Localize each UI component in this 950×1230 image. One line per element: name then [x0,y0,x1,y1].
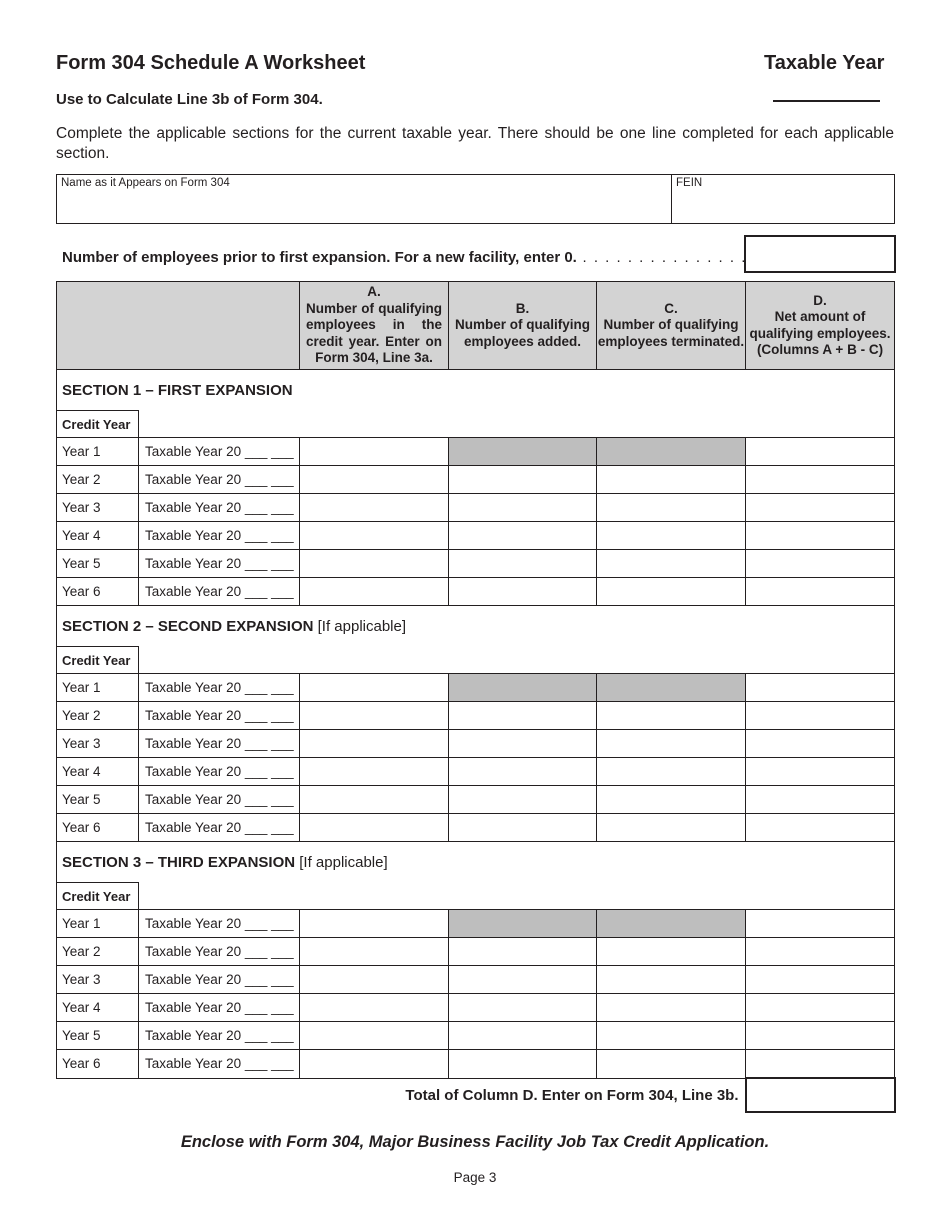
column-header-row [57,282,895,370]
table-row [57,994,895,1022]
column-d-input[interactable] [746,438,895,466]
section-title: SECTION 2 – SECOND EXPANSION [62,617,314,635]
taxable-year-label: Taxable Year [764,52,885,74]
column-a-input[interactable] [300,438,449,466]
column-c-input[interactable] [597,814,746,842]
year-label: Year 6 [57,578,139,606]
column-c-input[interactable] [597,550,746,578]
taxable-year-field[interactable]: Taxable Year 20 ___ ___ [139,966,300,994]
credit-year-row [57,883,895,910]
column-a-input[interactable] [300,1022,449,1050]
page-number: Page 3 [453,1170,497,1185]
section-3-title [57,842,895,883]
taxable-year-field[interactable]: Taxable Year 20 ___ ___ [139,522,300,550]
column-c-input [597,674,746,702]
form-subtitle: Use to Calculate Line 3b of Form 304. [56,91,323,108]
column-d-input[interactable] [746,466,895,494]
total-column-d-input[interactable] [746,1078,895,1112]
column-c-input[interactable] [597,994,746,1022]
year-label: Year 5 [57,1022,139,1050]
taxable-year-field[interactable]: Taxable Year 20 ___ ___ [139,702,300,730]
table-row [57,494,895,522]
column-description: Number of qualifying employees terminated. [597,317,745,349]
column-letter: C. [664,300,678,316]
column-d-input[interactable] [746,702,895,730]
column-d-input[interactable] [746,578,895,606]
column-c-input[interactable] [597,702,746,730]
fein-label: FEIN [676,177,703,189]
column-header-blank [57,282,300,370]
taxable-year-field[interactable]: Taxable Year 20 ___ ___ [139,910,300,938]
column-c-input [597,438,746,466]
taxable-year-field[interactable]: Taxable Year 20 ___ ___ [139,1022,300,1050]
column-letter: D. [813,292,827,308]
column-d-input[interactable] [746,1050,895,1079]
employees-prior-input[interactable] [744,235,896,273]
column-d-input[interactable] [746,494,895,522]
taxable-year-field[interactable]: Taxable Year 20 ___ ___ [139,466,300,494]
column-a-input[interactable] [300,730,449,758]
table-row [57,1050,895,1079]
year-label: Year 1 [57,674,139,702]
column-description: Net amount of qualifying employees. (Columns A + B - C) [749,309,891,357]
table-row [57,730,895,758]
column-d-input[interactable] [746,522,895,550]
name-label: Name as it Appears on Form 304 [61,177,230,189]
taxable-year-field[interactable] [773,84,880,102]
column-a-input[interactable] [300,578,449,606]
column-d-input[interactable] [746,910,895,938]
column-description: Number of qualifying employees in the credit year. Enter on Form 304, Line 3a. [306,300,442,366]
taxable-year-field[interactable]: Taxable Year 20 ___ ___ [139,438,300,466]
column-d-input[interactable] [746,994,895,1022]
column-d-input[interactable] [746,758,895,786]
column-b-input [449,674,597,702]
column-a-input[interactable] [300,994,449,1022]
table-row [57,702,895,730]
credit-year-label: Credit Year [57,411,139,438]
year-label: Year 6 [57,814,139,842]
column-b-input[interactable] [449,814,597,842]
column-c-input[interactable] [597,1050,746,1079]
table-row [57,938,895,966]
column-b-input[interactable] [449,994,597,1022]
column-b-input[interactable] [449,466,597,494]
column-b-input[interactable] [449,966,597,994]
column-b-input[interactable] [449,1050,597,1079]
column-c-input[interactable] [597,1022,746,1050]
column-b-input[interactable] [449,938,597,966]
column-c-input [597,910,746,938]
taxable-year-field[interactable]: Taxable Year 20 ___ ___ [139,494,300,522]
table-row [57,674,895,702]
credit-year-row [57,647,895,674]
section-2-title [57,606,895,647]
year-label: Year 2 [57,466,139,494]
worksheet-body [57,370,895,1079]
column-b-input [449,438,597,466]
year-label: Year 4 [57,522,139,550]
column-header-d [746,282,895,370]
year-label: Year 2 [57,702,139,730]
column-c-input[interactable] [597,578,746,606]
identity-box [56,174,895,224]
taxable-year-field[interactable]: Taxable Year 20 ___ ___ [139,674,300,702]
taxable-year-field[interactable]: Taxable Year 20 ___ ___ [139,730,300,758]
table-row [57,758,895,786]
column-header-a [300,282,449,370]
column-a-input[interactable] [300,814,449,842]
year-label: Year 4 [57,994,139,1022]
column-b-input[interactable] [449,786,597,814]
column-c-input[interactable] [597,730,746,758]
credit-year-label: Credit Year [57,883,139,910]
table-row [57,438,895,466]
column-d-input[interactable] [746,1022,895,1050]
column-d-input[interactable] [746,730,895,758]
column-a-input[interactable] [300,466,449,494]
column-b-input [449,910,597,938]
section-header-row [57,842,895,883]
column-d-input[interactable] [746,550,895,578]
credit-year-spacer [139,647,895,674]
taxable-year-field[interactable]: Taxable Year 20 ___ ___ [139,938,300,966]
column-letter: A. [367,284,381,300]
section-1-title [57,370,895,411]
year-label: Year 3 [57,494,139,522]
column-a-input[interactable] [300,702,449,730]
taxable-year-field[interactable]: Taxable Year 20 ___ ___ [139,814,300,842]
column-a-input[interactable] [300,938,449,966]
table-row [57,814,895,842]
taxable-year-field[interactable]: Taxable Year 20 ___ ___ [139,550,300,578]
column-a-input[interactable] [300,550,449,578]
employees-prior-line [62,249,747,266]
column-b-input[interactable] [449,730,597,758]
column-c-input[interactable] [597,938,746,966]
column-a-input[interactable] [300,494,449,522]
column-a-input[interactable] [300,786,449,814]
column-b-input[interactable] [449,578,597,606]
credit-year-label: Credit Year [57,647,139,674]
column-header-c [597,282,746,370]
column-b-input[interactable] [449,494,597,522]
taxable-year-field[interactable]: Taxable Year 20 ___ ___ [139,786,300,814]
year-label: Year 6 [57,1050,139,1079]
column-c-input[interactable] [597,522,746,550]
column-d-input[interactable] [746,786,895,814]
column-a-input[interactable] [300,910,449,938]
instructions-text: Complete the applicable sections for the current taxable year. There should be one line completed for each applicable section. [56,125,894,162]
column-c-input[interactable] [597,966,746,994]
section-note: [If applicable] [295,853,388,871]
taxable-year-field[interactable]: Taxable Year 20 ___ ___ [139,994,300,1022]
column-a-input[interactable] [300,758,449,786]
table-row [57,522,895,550]
year-label: Year 1 [57,438,139,466]
worksheet-table [56,281,896,1113]
column-b-input[interactable] [449,758,597,786]
section-title: SECTION 1 – FIRST EXPANSION [62,381,293,399]
column-d-input[interactable] [746,966,895,994]
column-c-input[interactable] [597,758,746,786]
column-c-input[interactable] [597,494,746,522]
column-b-input[interactable] [449,522,597,550]
section-header-row [57,606,895,647]
column-letter: B. [515,300,530,316]
section-note: [If applicable] [313,617,407,635]
column-b-input[interactable] [449,702,597,730]
year-label: Year 5 [57,786,139,814]
column-d-input[interactable] [746,938,895,966]
column-header-b [449,282,597,370]
leader-dots: . . . . . . . . . . . . . . . [576,249,747,266]
credit-year-spacer [139,883,895,910]
column-description: Number of qualifying employees added. [455,317,590,349]
column-d-input[interactable] [746,814,895,842]
table-row [57,550,895,578]
year-label: Year 4 [57,758,139,786]
enclose-note: Enclose with Form 304, Major Business Facility Job Tax Credit Application. [180,1133,770,1151]
column-a-input[interactable] [300,966,449,994]
year-label: Year 2 [57,938,139,966]
total-label: Total of Column D. Enter on Form 304, Line 3b. [405,1086,739,1104]
column-d-input[interactable] [746,674,895,702]
fein-field[interactable] [672,175,894,223]
year-label: Year 5 [57,550,139,578]
taxable-year-field[interactable]: Taxable Year 20 ___ ___ [139,758,300,786]
column-b-input[interactable] [449,550,597,578]
column-b-input[interactable] [449,1022,597,1050]
year-label: Year 1 [57,910,139,938]
table-row [57,466,895,494]
year-label: Year 3 [57,966,139,994]
column-a-input[interactable] [300,674,449,702]
table-row [57,910,895,938]
table-row [57,578,895,606]
taxable-year-field[interactable]: Taxable Year 20 ___ ___ [139,1050,300,1079]
table-row [57,786,895,814]
table-row [57,1022,895,1050]
employees-prior-label: Number of employees prior to first expansion. For a new facility, enter 0. [62,249,577,266]
column-a-input[interactable] [300,1050,449,1079]
credit-year-row [57,411,895,438]
total-row [57,1078,895,1112]
name-field[interactable] [57,175,672,223]
column-c-input[interactable] [597,786,746,814]
credit-year-spacer [139,411,895,438]
table-row [57,966,895,994]
taxable-year-field[interactable]: Taxable Year 20 ___ ___ [139,578,300,606]
section-header-row [57,370,895,411]
form-title: Form 304 Schedule A Worksheet [56,52,366,74]
column-c-input[interactable] [597,466,746,494]
year-label: Year 3 [57,730,139,758]
section-title: SECTION 3 – THIRD EXPANSION [62,853,296,871]
column-a-input[interactable] [300,522,449,550]
